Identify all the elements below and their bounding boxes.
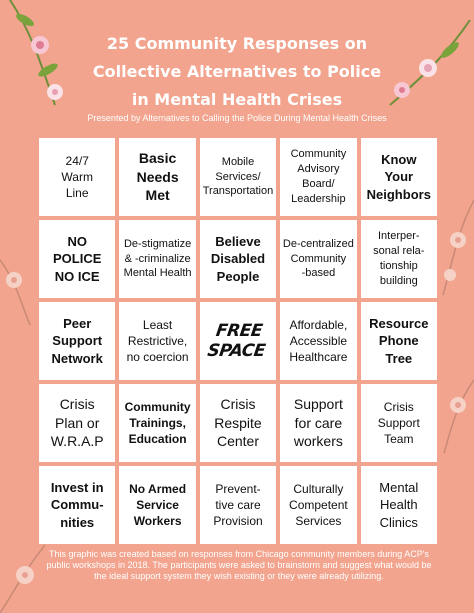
grid-cell-interpersonal: Interper- sonal rela- tionship building xyxy=(361,220,437,298)
grid-cell-believe-disabled: Believe Disabled People xyxy=(200,220,276,298)
grid-cell-community-trainings: Community Trainings, Education xyxy=(119,384,195,462)
grid-cell-advisory-board: Community Advisory Board/ Leadership xyxy=(280,138,356,216)
flower-right-lower-decoration xyxy=(436,375,474,455)
page-title xyxy=(70,30,404,114)
grid-cell-warm-line: 24/7 Warm Line xyxy=(39,138,115,216)
grid-cell-mental-health-clinics: Mental Health Clinics xyxy=(361,466,437,544)
grid-cell-destigmatize: De-stigmatize & -criminalize Mental Health xyxy=(119,220,195,298)
grid-cell-crisis-support-team: Crisis Support Team xyxy=(361,384,437,462)
grid-cell-basic-needs: Basic Needs Met xyxy=(119,138,195,216)
grid-cell-resource-phone-tree: Resource Phone Tree xyxy=(361,302,437,380)
grid-cell-support-care-workers: Support for care workers xyxy=(280,384,356,462)
grid-cell-least-restrictive: Least Restrictive, no coercion xyxy=(119,302,195,380)
grid-cell-no-armed-workers: No Armed Service Workers xyxy=(119,466,195,544)
title-line-2: Collective Alternatives to Police xyxy=(92,62,382,81)
grid-cell-mobile-services: Mobile Services/ Transportation xyxy=(200,138,276,216)
title-line-3: in Mental Health Crises xyxy=(131,90,343,109)
grid-cell-preventive-care: Prevent- tive care Provision xyxy=(200,466,276,544)
grid-cell-crisis-plan: Crisis Plan or W.R.A.P xyxy=(39,384,115,462)
bingo-grid xyxy=(39,138,437,544)
title-line-1: 25 Community Responses on xyxy=(106,34,368,53)
grid-cell-peer-support: Peer Support Network xyxy=(39,302,115,380)
grid-cell-no-police: NO POLICE NO ICE xyxy=(39,220,115,298)
footer-note: This graphic was created based on responses from Chicago community members during ACP's public workshops in 2018. The participants were asked to brainstorm and suggest what would be the ideal support system they wish existing or they were already utilizing. xyxy=(46,549,432,581)
grid-cell-know-neighbors: Know Your Neighbors xyxy=(361,138,437,216)
flower-right-middle-decoration xyxy=(438,200,474,300)
flower-left-middle-decoration xyxy=(0,250,40,330)
subtitle: Presented by Alternatives to Calling the Police During Mental Health Crises xyxy=(87,113,387,123)
grid-cell-decentralized: De-centralized Community -based xyxy=(280,220,356,298)
grid-cell-free-space xyxy=(200,302,276,380)
grid-cell-culturally-competent: Culturally Competent Services xyxy=(280,466,356,544)
grid-cell-crisis-respite: Crisis Respite Center xyxy=(200,384,276,462)
grid-cell-invest-communities: Invest in Commu- nities xyxy=(39,466,115,544)
free-space-label: FREE SPACE xyxy=(206,321,267,361)
grid-cell-affordable-healthcare: Affordable, Accessible Healthcare xyxy=(280,302,356,380)
